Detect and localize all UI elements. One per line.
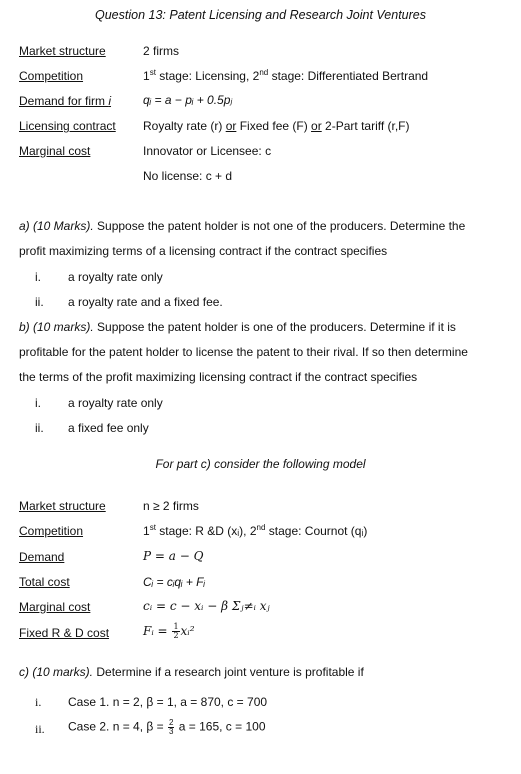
- marginal-cost-value-1: Innovator or Licensee: c: [143, 144, 272, 158]
- competition-stage1-sup: st: [149, 68, 156, 77]
- case2-beta-den: 3: [168, 727, 174, 736]
- model2-fixed-cost-label: Fixed R & D cost: [19, 626, 110, 640]
- competition-stage1-text: stage: Licensing, 2: [155, 69, 260, 83]
- part-c-item-i-text: Case 1. n = 2, β = 1, a = 870, c = 700: [68, 695, 268, 709]
- competition-value: [143, 69, 428, 83]
- demand-label: [19, 94, 111, 108]
- licensing-contract-label: Licensing contract: [19, 119, 116, 133]
- model2-stage1-sup: st: [149, 523, 156, 532]
- part-c-marks: c) (10 marks).: [19, 665, 94, 679]
- model2-fixed-cost-value: [143, 623, 195, 640]
- part-b-text-1: Suppose the patent holder is one of the producers. Determine if it is: [93, 320, 456, 334]
- market-structure-label: Market structure: [19, 44, 106, 58]
- case2-post: a = 165, c = 100: [175, 719, 266, 734]
- demand-value: [143, 93, 233, 107]
- part-b-item-i-text: a royalty rate only: [68, 396, 163, 410]
- model2-stage2-text: stage: Cournot (qᵢ): [265, 524, 368, 538]
- part-a-item-i-text: a royalty rate only: [68, 270, 163, 284]
- model2-demand-value: P = a − Q: [143, 549, 204, 563]
- model2-stage1-text: stage: R &D (xᵢ), 2: [155, 524, 257, 538]
- part-a-line-1: [19, 219, 465, 233]
- model2-market-structure-label: Market structure: [19, 499, 106, 513]
- demand-label-index: i: [108, 94, 112, 108]
- part-a-item-ii-num: ii.: [35, 295, 44, 309]
- fixed-cost-fraction-den: 2: [173, 631, 179, 640]
- case2-pre: Case 2. n = 4, β =: [68, 719, 167, 734]
- part-a-line-2: profit maximizing terms of a licensing contract if the contract specifies: [19, 244, 388, 258]
- question-title: Question 13: Patent Licensing and Research Joint Ventures: [95, 8, 426, 22]
- model2-market-structure-value: n ≥ 2 firms: [143, 499, 199, 513]
- market-structure-value: 2 firms: [143, 44, 179, 58]
- model2-competition-label: Competition: [19, 524, 84, 538]
- fixed-cost-fraction: [172, 623, 179, 640]
- licensing-or-1: or: [225, 119, 237, 133]
- licensing-or-2: or: [311, 119, 322, 133]
- competition-stage2-sup: nd: [259, 68, 269, 77]
- part-b-item-ii-num: ii.: [35, 421, 44, 435]
- model2-total-cost-label: Total cost: [19, 575, 70, 589]
- part-c-item-ii-text: [68, 719, 266, 736]
- model2-total-cost-value: Cᵢ = cᵢqᵢ + Fᵢ: [143, 575, 205, 589]
- demand-label-text: Demand for firm: [19, 94, 109, 108]
- part-b-marks: b) (10 marks).: [19, 320, 94, 334]
- marginal-cost-label: Marginal cost: [19, 144, 91, 158]
- part-a-text-1: Suppose the patent holder is not one of the producers. Determine the: [93, 219, 466, 233]
- part-c-item-ii-num: ii.: [35, 722, 45, 736]
- fixed-cost-rhs: xᵢ²: [180, 624, 195, 638]
- model2-marginal-cost-label: Marginal cost: [19, 600, 91, 614]
- model2-stage2-sup: nd: [256, 523, 266, 532]
- part-a-marks: a) (10 Marks).: [19, 219, 94, 233]
- competition-stage2-text: stage: Differentiated Bertrand: [268, 69, 429, 83]
- model2-competition-value: [143, 524, 367, 538]
- model2-demand-label: Demand: [19, 550, 65, 564]
- model2-stage1-num: 1: [143, 524, 150, 538]
- part-b-line-3: the terms of the profit maximizing licensing contract if the contract specifies: [19, 370, 418, 384]
- fixed-cost-lhs: Fᵢ =: [143, 624, 172, 638]
- part-c-text-1: Determine if a research joint venture is profitable if: [93, 665, 364, 679]
- part-b-item-i-num: i.: [35, 396, 41, 410]
- part-c-line-1: [19, 665, 364, 679]
- part-c-intro: For part c) consider the following model: [155, 457, 366, 471]
- licensing-contract-value: [143, 119, 410, 133]
- part-b-item-ii-text: a fixed fee only: [68, 421, 149, 435]
- licensing-two-part: 2-Part tariff (r,F): [321, 119, 410, 133]
- licensing-fixed: Fixed fee (F): [236, 119, 312, 133]
- fixed-cost-fraction-num: 1: [173, 622, 179, 631]
- part-b-line-2: profitable for the patent holder to license the patent to their rival. If so then determine: [19, 345, 468, 359]
- licensing-royalty: Royalty rate (r): [143, 119, 226, 133]
- competition-label: Competition: [19, 69, 84, 83]
- model2-marginal-cost-value: cᵢ = c − xᵢ − β Σⱼ≠ᵢ xⱼ: [143, 599, 270, 613]
- marginal-cost-value-2: No license: c + d: [143, 169, 233, 183]
- part-b-line-1: [19, 320, 456, 334]
- part-a-item-ii-text: a royalty rate and a fixed fee.: [68, 295, 223, 309]
- case2-beta-num: 2: [168, 718, 174, 727]
- part-a-item-i-num: i.: [35, 270, 41, 284]
- part-c-item-i-num: i.: [35, 695, 42, 709]
- competition-stage1-num: 1: [143, 69, 150, 83]
- demand-equation: qᵢ = a − pᵢ + 0.5pⱼ: [143, 93, 233, 107]
- case2-beta-fraction: [168, 719, 174, 736]
